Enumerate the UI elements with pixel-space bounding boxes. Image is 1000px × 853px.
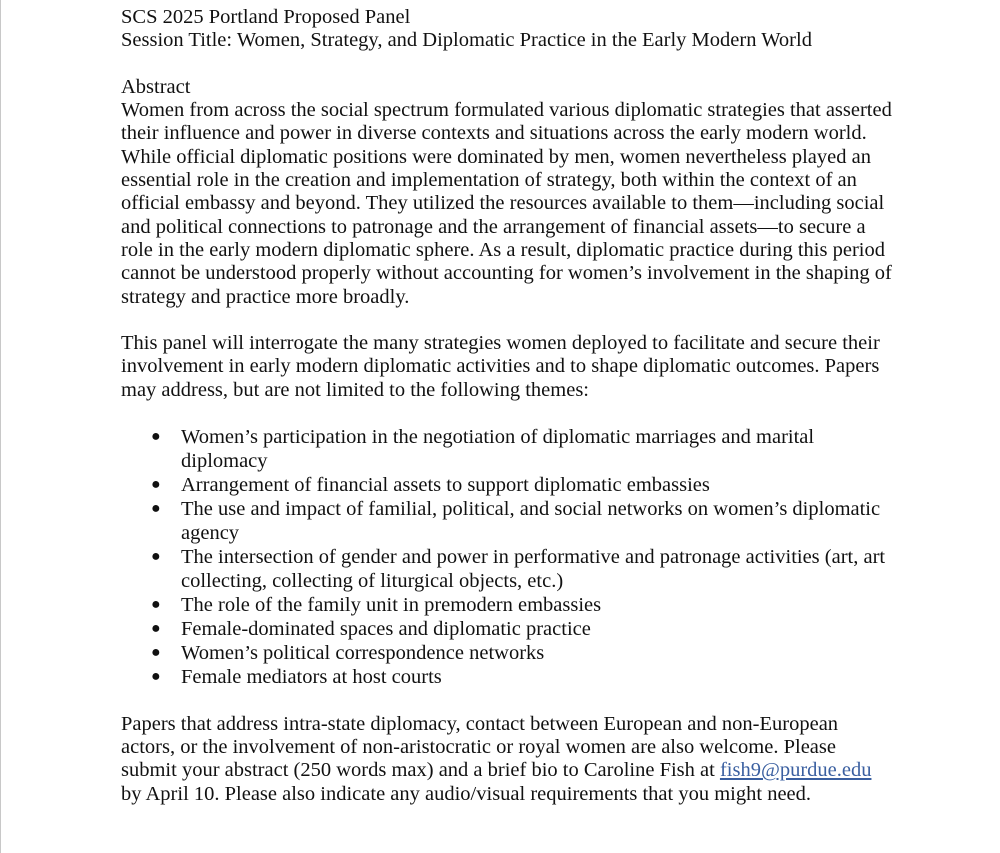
theme-text: The use and impact of familial, political, and social networks on women’s diplomatic agency [181,498,881,545]
theme-text: The role of the family unit in premodern embassies [181,594,602,617]
theme-text: Women’s political correspondence networks [181,642,545,665]
list-item [121,641,886,665]
list-item [121,497,886,545]
bullet-icon: ● [151,548,161,566]
bullet-icon: ● [151,668,161,686]
bullet-icon: ● [151,596,161,614]
spacer [121,689,896,712]
page-left-edge [0,0,1,853]
closing-paragraph [121,713,896,806]
list-item [121,665,886,689]
bullet-icon: ● [151,500,161,518]
theme-text: Female-dominated spaces and diplomatic practice [181,618,591,641]
closing-text: Papers that address intra-state diplomacy, contact between European and non-European actors, or the involvement of non-aristocratic or royal women are also welcome. Please submit your abstract (250 words max) and a brief bio to Caroline Fish at [121,712,839,782]
abstract-paragraph-1: Women from across the social spectrum formulated various diplomatic strategies that asserted their influence and power in diverse contexts and situations across the early modern world. While official diplomatic positions were dominated by men, women nevertheless played an essential role in the creation and implementation of strategy, both within the context of an official embassy and beyond. They utilized the resources available to them—including social and political connections to patronage and the arrangement of financial assets—to secure a role in the early modern diplomatic sphere. As a result, diplomatic practice during this period cannot be understood properly without accounting for women’s involvement in the shaping of strategy and practice more broadly. [121,99,892,308]
abstract-heading: Abstract [121,75,191,98]
header-line-1: SCS 2025 Portland Proposed Panel [121,6,411,28]
email-link[interactable]: fish9@purdue.edu [719,759,872,782]
list-item [121,545,886,593]
list-item [121,617,886,641]
theme-text: Women’s participation in the negotiation of diplomatic marriages and marital diplomacy [181,426,815,473]
spacer [121,309,896,332]
list-item [121,425,886,473]
spacer [121,402,896,425]
abstract-paragraph-2: This panel will interrogate the many strategies women deployed to facilitate and secure their involvement in early modern diplomatic activities and to shape diplomatic outcomes. Papers may address, but are not limited to the following themes: [121,332,880,401]
theme-text: Arrangement of financial assets to support diplomatic embassies [181,474,710,497]
document-body [121,6,896,806]
bullet-icon: ● [151,428,161,446]
list-item [121,593,886,617]
spacer [121,53,896,76]
session-title: Session Title: Women, Strategy, and Diplomatic Practice in the Early Modern World [121,29,812,52]
closing-text-end: by April 10. Please also indicate any audio/visual requirements that you might need. [121,782,812,805]
bullet-icon: ● [151,644,161,662]
theme-text: The intersection of gender and power in performative and patronage activities (art, art collecting, collecting of liturgical objects, etc.) [181,546,886,593]
list-item [121,473,886,497]
bullet-icon: ● [151,620,161,638]
theme-text: Female mediators at host courts [181,666,442,689]
themes-list [121,425,896,689]
bullet-icon: ● [151,476,161,494]
